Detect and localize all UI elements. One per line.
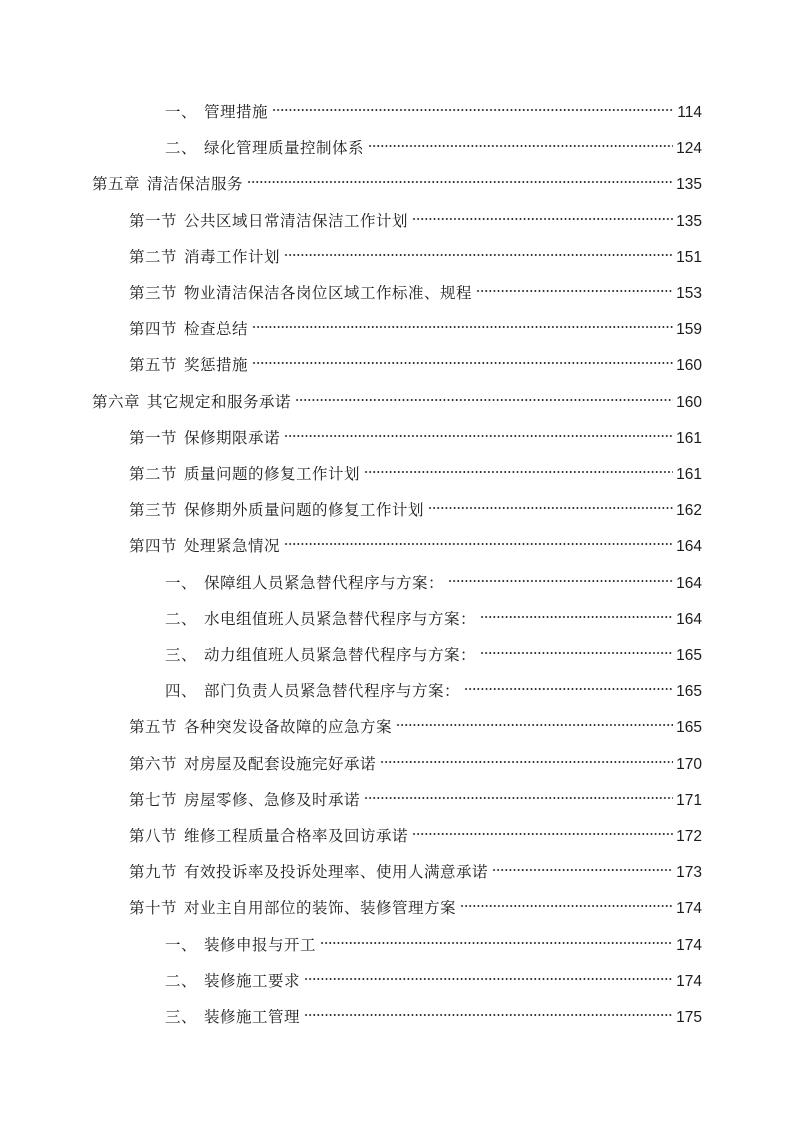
toc-entry-title: 物业清洁保洁各岗位区域工作标准、规程 (184, 284, 473, 302)
dot-leader (460, 887, 673, 913)
toc-entry-title: 对房屋及配套设施完好承诺 (184, 754, 377, 773)
toc-entry-title: 保障组人员紧急替代程序与方案： (204, 573, 445, 592)
toc-section-entry[interactable] (129, 272, 702, 302)
toc-entry-title: 其它规定和服务承诺 (147, 392, 292, 411)
toc-entry-title: 保修期外质量问题的修复工作计划 (184, 501, 425, 520)
toc-entry-number: 三、 (165, 646, 198, 664)
toc-entry[interactable] (165, 670, 702, 701)
toc-entry-page: 174 (676, 936, 702, 954)
toc-section-entry[interactable] (129, 743, 702, 773)
toc-entry-title: 奖惩措施 (184, 356, 249, 375)
toc-entry-title: 动力组值班人员紧急替代程序与方案： (204, 646, 477, 664)
toc-entry-title: 装修施工管理 (204, 1008, 301, 1026)
toc-entry-number: 一、 (165, 103, 198, 121)
dot-leader (412, 200, 673, 226)
toc-entry-page: 160 (676, 393, 702, 411)
toc-entry-title: 对业主自用部位的装饰、装修管理方案 (184, 899, 457, 918)
toc-entry-page: 170 (676, 755, 702, 773)
toc-entry-number: 一、 (165, 935, 198, 954)
toc-entry-title: 消毒工作计划 (184, 247, 281, 266)
toc-entry-title: 检查总结 (184, 320, 249, 339)
toc-entry-page: 173 (676, 864, 702, 882)
toc-section-entry[interactable] (129, 851, 702, 882)
toc-section-entry[interactable] (129, 706, 702, 737)
toc-entry-title: 维修工程质量合格率及回访承诺 (184, 827, 409, 845)
toc-entry-number: 第三节 (129, 284, 178, 302)
dot-leader (284, 525, 673, 551)
toc-section-entry[interactable] (129, 200, 702, 230)
toc-entry-number: 三、 (165, 1008, 198, 1026)
toc-entry-page: 161 (676, 466, 702, 483)
toc-entry-page: 135 (676, 176, 702, 194)
toc-entry-title: 处理紧急情况 (184, 537, 281, 556)
dot-leader (380, 743, 673, 769)
dot-leader (448, 562, 673, 588)
toc-section-entry[interactable] (129, 236, 702, 266)
toc-section-entry[interactable] (129, 453, 702, 483)
toc-entry-page: 165 (676, 647, 702, 664)
toc-entry[interactable] (165, 996, 702, 1026)
dot-leader (464, 670, 673, 696)
toc-entry[interactable] (165, 924, 702, 954)
toc-entry-number: 第十节 (129, 899, 178, 918)
toc-entry-number: 四、 (165, 682, 198, 701)
toc-entry-title: 公共区域日常清洁保洁工作计划 (184, 211, 409, 230)
dot-leader (304, 960, 673, 986)
toc-entry-page: 135 (676, 212, 702, 230)
dot-leader (396, 706, 673, 732)
dot-leader (480, 598, 673, 624)
toc-entry-page: 160 (676, 357, 702, 375)
toc-section-entry[interactable] (129, 489, 702, 520)
dot-leader (252, 308, 673, 334)
toc-entry-number: 第二节 (129, 465, 178, 483)
toc-entry-page: 151 (676, 248, 702, 266)
toc-entry-page: 165 (676, 683, 702, 701)
toc-entry-number: 第四节 (129, 320, 178, 339)
toc-chapter-entry[interactable] (92, 163, 702, 194)
toc-entry-page: 124 (676, 140, 702, 158)
toc-entry-page: 164 (676, 538, 702, 556)
toc-entry-page: 171 (676, 791, 702, 809)
toc-section-entry[interactable] (129, 815, 702, 845)
toc-entry-page: 164 (676, 574, 702, 592)
dot-leader (428, 489, 673, 515)
dot-leader (368, 127, 673, 153)
toc-entry-page: 162 (676, 502, 702, 520)
toc-entry-title: 绿化管理质量控制体系 (204, 139, 365, 158)
toc-entry-number: 第五节 (129, 356, 178, 375)
toc-entry-title: 房屋零修、急修及时承诺 (184, 790, 361, 809)
toc-entry-number: 二、 (165, 139, 198, 158)
dot-leader (295, 381, 673, 407)
toc-entry-page: 159 (676, 321, 702, 339)
toc-entry-title: 管理措施 (204, 103, 269, 121)
toc-section-entry[interactable] (129, 417, 702, 447)
toc-entry-number: 第五章 (92, 175, 141, 194)
toc-entry-page: 161 (676, 429, 702, 447)
dot-leader (304, 996, 673, 1022)
toc-entry-number: 第一节 (129, 211, 178, 230)
toc-entry[interactable] (165, 127, 702, 158)
toc-entry-page: 174 (676, 900, 702, 918)
dot-leader (364, 453, 673, 479)
toc-chapter-entry[interactable] (92, 381, 702, 411)
toc-entry-page: 153 (676, 285, 702, 302)
toc-entry-page: 175 (676, 1009, 702, 1026)
dot-leader (480, 634, 673, 660)
toc-entry-number: 第一节 (129, 428, 178, 447)
dot-leader (272, 91, 673, 117)
toc-entry-number: 第二节 (129, 247, 178, 266)
toc-entry-number: 第六章 (92, 392, 141, 411)
toc-entry[interactable] (165, 960, 702, 990)
toc-entry[interactable] (165, 598, 702, 628)
toc-entry-title: 各种突发设备故障的应急方案 (184, 718, 393, 737)
toc-entry-number: 第三节 (129, 501, 178, 520)
toc-entry[interactable] (165, 634, 702, 664)
dot-leader (492, 851, 673, 877)
toc-entry-number: 第七节 (129, 790, 178, 809)
toc-entry-number: 第九节 (129, 863, 178, 882)
toc-entry-page: 165 (676, 719, 702, 737)
toc-entry-title: 水电组值班人员紧急替代程序与方案： (204, 609, 477, 628)
toc-entry-page: 164 (676, 610, 702, 628)
toc-entry-title: 装修申报与开工 (204, 935, 317, 954)
toc-entry-number: 第八节 (129, 827, 178, 845)
toc-section-entry[interactable] (129, 525, 702, 556)
toc-entry-number: 一、 (165, 573, 198, 592)
toc-entry-number: 第五节 (129, 718, 178, 737)
toc-entry-number: 第四节 (129, 537, 178, 556)
toc-section-entry[interactable] (129, 779, 702, 809)
dot-leader (284, 236, 673, 262)
toc-entry-title: 清洁保洁服务 (147, 175, 244, 194)
dot-leader (412, 815, 673, 841)
toc-entry-number: 二、 (165, 971, 198, 990)
dot-leader (247, 163, 673, 189)
dot-leader (476, 272, 673, 298)
toc-section-entry[interactable] (129, 887, 702, 918)
dot-leader (252, 344, 673, 370)
toc-entry-title: 质量问题的修复工作计划 (184, 465, 361, 483)
toc-entry[interactable] (165, 91, 702, 121)
toc-entry-title: 装修施工要求 (204, 971, 301, 990)
toc-entry-title: 保修期限承诺 (184, 428, 281, 447)
toc-entry[interactable] (165, 562, 702, 592)
toc-entry-page: 114 (677, 104, 702, 121)
toc-entry-title: 有效投诉率及投诉处理率、使用人满意承诺 (184, 863, 489, 882)
toc-entry-number: 第六节 (129, 754, 178, 773)
toc-entry-page: 172 (676, 828, 702, 845)
dot-leader (364, 779, 673, 805)
toc-entry-number: 二、 (165, 609, 198, 628)
toc-entry-title: 部门负责人员紧急替代程序与方案： (204, 682, 461, 701)
toc-entry-page: 174 (676, 972, 702, 990)
dot-leader (320, 924, 673, 950)
dot-leader (284, 417, 673, 443)
toc-section-entry[interactable] (129, 308, 702, 339)
toc-section-entry[interactable] (129, 344, 702, 375)
